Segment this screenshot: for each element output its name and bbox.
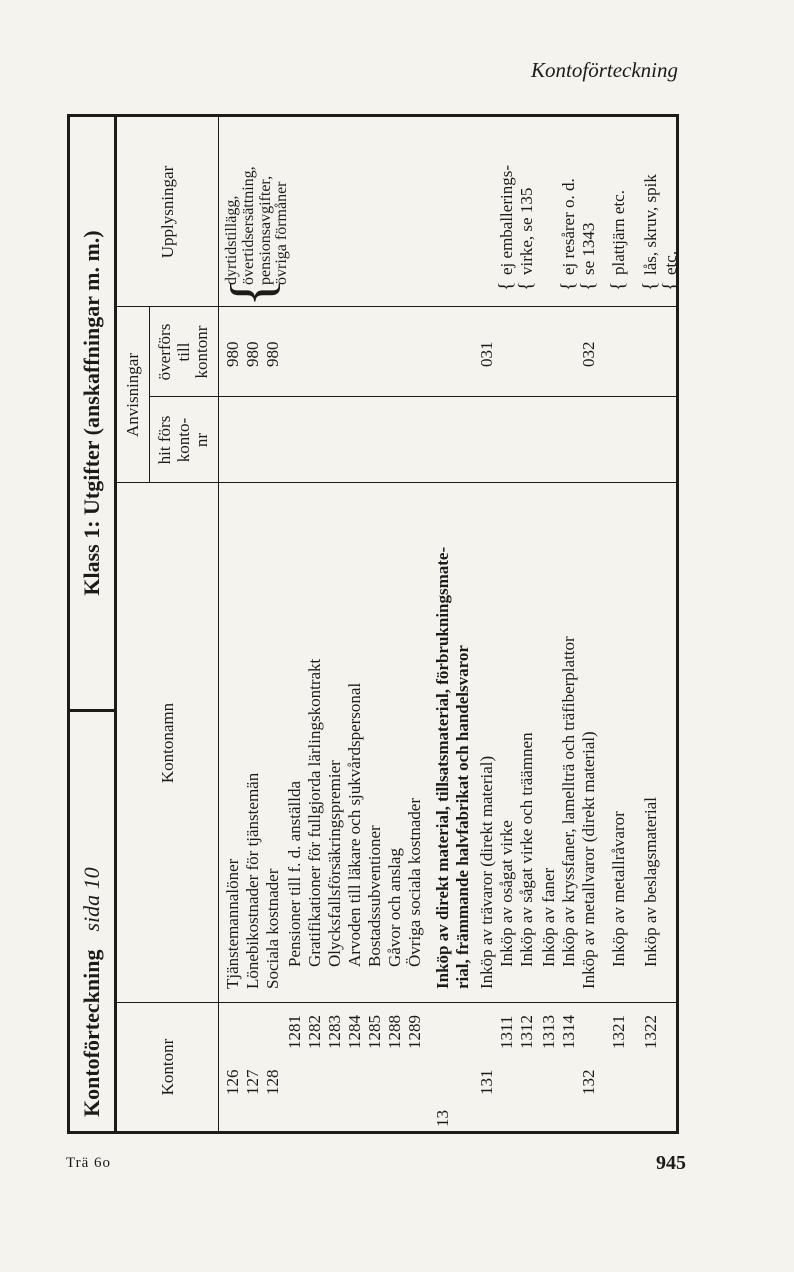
kontonr-account: 1312 [517,1015,536,1049]
info-block-benefits: { dyrtidstillägg, övertidsersättning, pensionsavgifter, övriga förmåner [219,166,291,307]
header-kontonr: Kontonr [157,1038,177,1096]
kontonr-account: 1289 [405,1015,424,1049]
kontonamn-cell: Bostadssubventioner [365,825,384,967]
table-row [434,117,454,1131]
table-header [117,117,219,1131]
kontonamn-cell: Inköp av kryssfaner, lamellträ och träfiberplattor [559,636,578,967]
kontonr-group: 131 [477,1069,496,1095]
table-title-ref: sida 10 [79,867,104,932]
footer-left: Trä 6o [66,1155,112,1171]
table-row [306,117,326,1131]
table-row [607,117,630,1131]
overfors-cell: 980 [243,341,262,367]
header-overfors-line1: överförs [154,323,174,381]
table-row [326,117,346,1131]
header-overfors-line3: kontonr [192,325,212,379]
kontonr-account: 1314 [559,1015,578,1049]
table-title-right: Klass 1: Utgifter (anskaffningar m. m.) [79,230,104,596]
header-hit-fors-line1: hit förs [154,415,174,465]
kontonamn-cell: Inköp av osågat virke [497,820,516,967]
table-row [478,117,498,1131]
kontonamn-cell: Inköp av metallvaror (direkt material) [579,731,598,989]
kontonr-account: 1282 [305,1015,324,1049]
kontonamn-cell: Inköp av beslagsmaterial [641,797,660,967]
table-row [454,117,474,1131]
kontonr-account: 1321 [609,1015,628,1049]
brace-icon: { [515,281,537,291]
table-row [264,117,284,1131]
kontonr-account: 1283 [325,1015,344,1049]
header-anvisningar: Anvisningar [117,307,150,483]
kontonamn-cell: Arvoden till läkare och sjukvårdspersonal [345,682,364,967]
kontonr-account: 1285 [365,1015,384,1049]
kontonr-account: 1284 [345,1015,364,1049]
header-overfors-line2: till [173,342,193,362]
brace-icon: { [639,281,661,291]
page-number: 945 [656,1152,686,1174]
table-row [577,117,600,1131]
page-header-title: Kontoförteckning [531,58,678,82]
upplysningar-cell: ej resårer o. d. [559,178,578,275]
kontonamn-cell: Gratifikationer för fullgjorda lärlingskontrakt [305,658,324,967]
brace-icon: { [659,281,681,291]
kontonamn-cell: Tjänstemannalöner [223,858,242,989]
brace-icon: { [577,281,599,291]
overfors-cell: 031 [477,341,496,367]
overfors-cell: 980 [263,341,282,367]
kontonamn-cell: Sociala kostnader [263,868,282,989]
kontonr-group: 128 [263,1069,282,1095]
kontonamn-cell: Inköp av direkt material, tillsatsmaterial, förbrukningsmate- [433,546,452,989]
kontonr-class: 13 [433,1110,452,1127]
info-line-1: dyrtidstillägg, [223,195,240,285]
table-row [366,117,386,1131]
overfors-cell: 032 [579,341,598,367]
table-row [495,117,518,1131]
brace-icon: { [607,281,629,291]
kontonamn-cell: Övriga sociala kostnader [405,798,424,967]
brace-icon: { [557,281,579,291]
header-kontonamn: Kontonamn [157,702,177,784]
upplysningar-cell: se 1343 [579,222,598,275]
kontonamn-cell: Inköp av sågat virke och träämnen [517,732,536,967]
kontonamn-cell: Gåvor och anslag [385,848,404,967]
info-line-4: övriga förmåner [273,181,291,285]
kontonr-account: 1288 [385,1015,404,1049]
table-row [346,117,366,1131]
table-title-bar [70,117,117,1131]
kontonamn-cell: Lönebikostnader för tjänstemän [243,772,262,989]
table-row [224,117,244,1131]
header-hit-fors [150,397,218,483]
header-overfors [150,307,218,397]
info-line-2: övertidsersättning, [239,166,257,285]
table-row [515,117,538,1131]
header-hit-fors-line3: nr [192,432,212,448]
kontonr-group: 127 [243,1069,262,1095]
kontonamn-cell: Inköp av metallråvaror [609,811,628,967]
kontonr-group: 126 [223,1069,242,1095]
table-title-left: Kontoförteckning [79,949,104,1117]
table-row [639,117,662,1131]
header-upplysningar: Upplysningar [157,165,177,259]
brace-icon: { [495,281,517,291]
upplysningar-cell: plattjärn etc. [609,190,628,275]
table-body [218,117,681,1131]
kontonr-account: 1322 [641,1015,660,1049]
table-row [386,117,406,1131]
kontonamn-cell: Pensioner till f. d. anställda [285,780,304,967]
info-line-3: pensionsavgifter, [256,175,274,285]
table-row [557,117,580,1131]
kontonr-account: 1311 [497,1015,516,1049]
kontonamn-cell: Olycksfallsförsäkringspremier [325,760,344,967]
account-table [67,114,679,1134]
table-row [659,117,682,1131]
kontonamn-cell: rial, främmande halvfabrikat och handelsvaror [453,645,472,989]
upplysningar-cell: virke, se 135 [517,187,536,275]
upplysningar-cell: etc. [661,250,680,275]
table-row [244,117,264,1131]
overfors-cell: 980 [223,341,242,367]
table-row [406,117,426,1131]
upplysningar-cell: lås, skruv, spik [641,174,660,275]
header-hit-fors-line2: konto- [173,417,193,463]
kontonamn-cell: Inköp av faner [539,867,558,967]
kontonamn-cell: Inköp av trävaror (direkt material) [477,755,496,989]
table-row [540,117,560,1131]
kontonr-group: 132 [579,1069,598,1095]
upplysningar-cell: ej emballerings- [497,165,516,275]
kontonr-account: 1281 [285,1015,304,1049]
kontonr-account: 1313 [539,1015,558,1049]
table-row [286,117,306,1131]
